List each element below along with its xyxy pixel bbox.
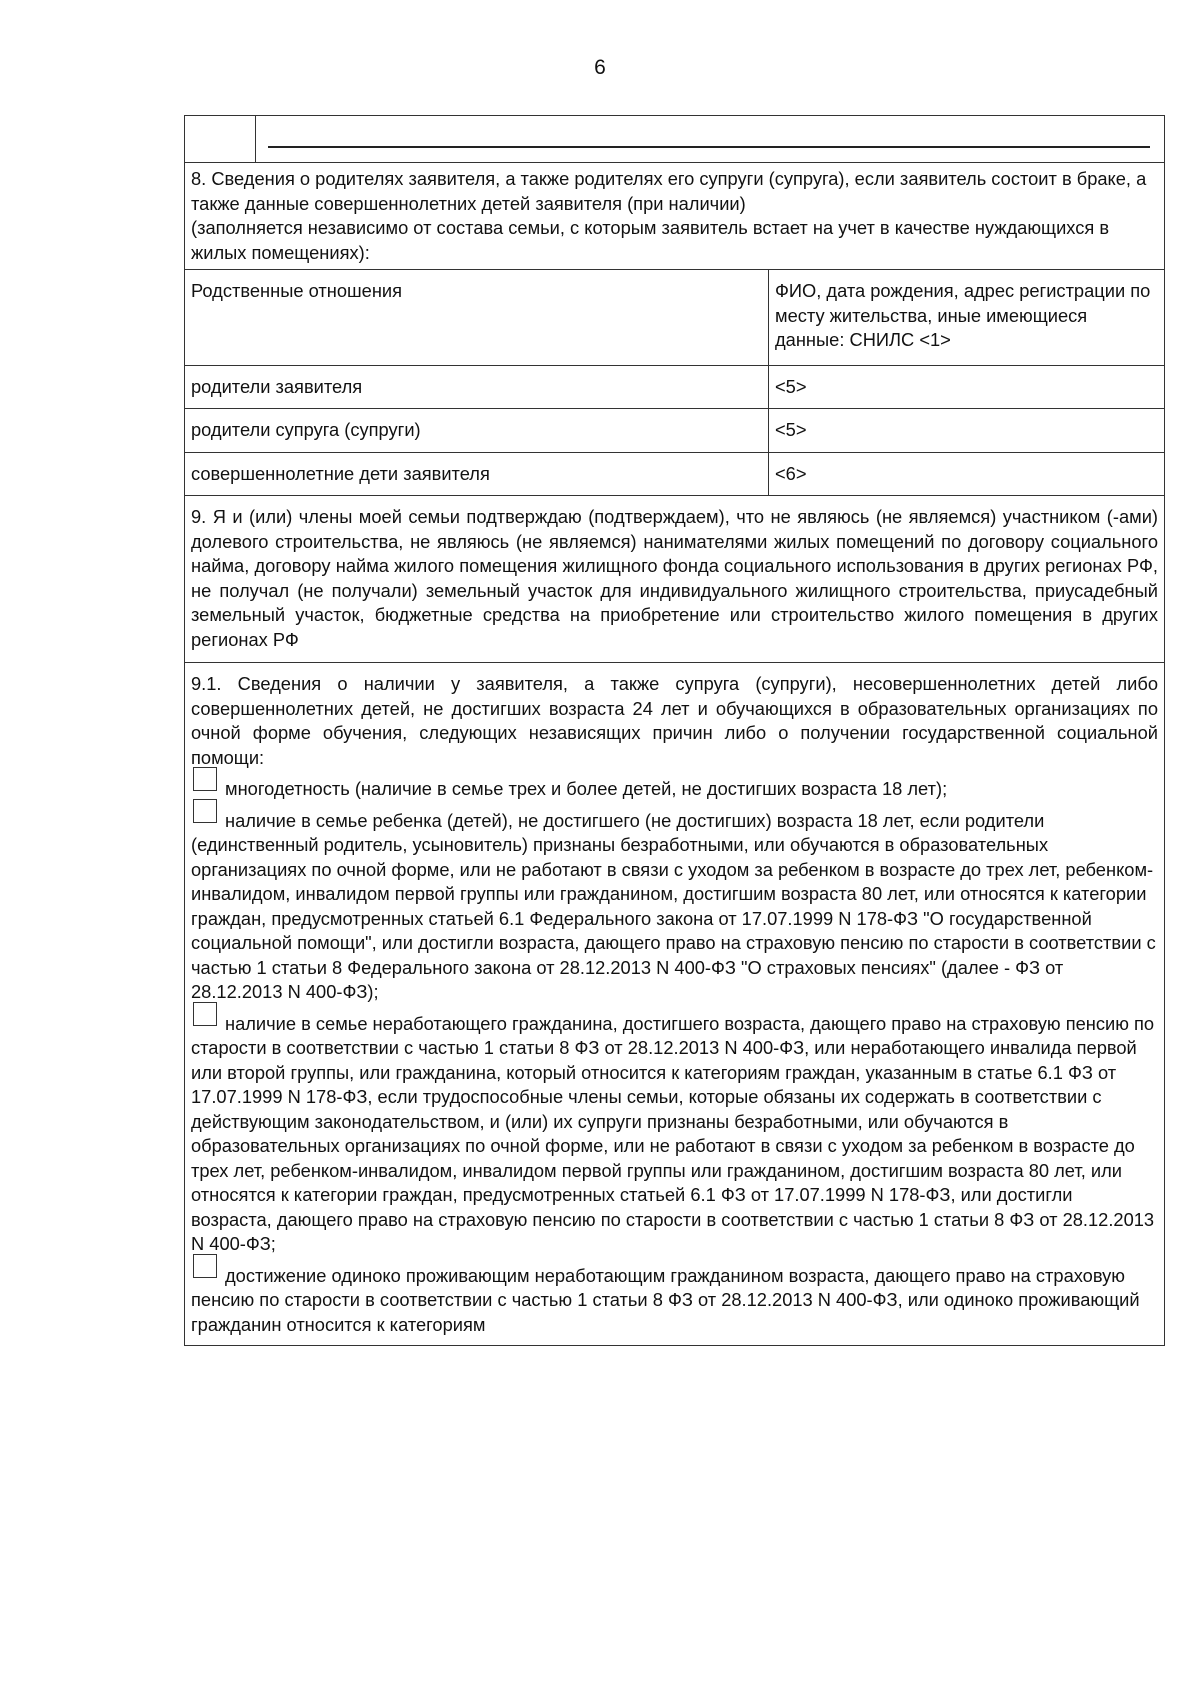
section-9-row	[185, 496, 1165, 663]
option-large-family	[191, 773, 1158, 802]
section-8-header-row	[185, 163, 1165, 270]
relation-row	[185, 452, 1165, 496]
relation-label: родители заявителя	[185, 365, 769, 409]
option-non-working-citizen	[191, 1008, 1158, 1257]
relations-header-left: Родственные отношения	[185, 270, 769, 366]
option-text: достижение одиноко проживающим неработающим гражданином возраста, дающего право на страховую пенсию по старости в соответствии с частью 1 статьи 8 ФЗ от 28.12.2013 N 400-ФЗ, или одиноко проживающий гражданин относится к категориям	[191, 1264, 1140, 1335]
fill-underline	[268, 146, 1150, 148]
section-8-title: 8. Сведения о родителях заявителя, а также родителях его супруги (супруга), если заявитель состоит в браке, а также данные совершеннолетних детей заявителя (при наличии)	[191, 168, 1147, 214]
relation-label: родители супруга (супруги)	[185, 409, 769, 453]
option-text: наличие в семье неработающего гражданина, достигшего возраста, дающего право на страховую пенсию по старости в соответствии с частью 1 статьи 8 ФЗ от 28.12.2013 N 400-ФЗ, или неработающего инвалида первой или второй группы, или гражданина, который относится к категориям граждан, указанным в статье 6.1 ФЗ от 17.07.1999 N 178-ФЗ, если трудоспособные члены семьи, которые обязаны их содержать в соответствии с действующим законодательством, и (или) их супруги признаны безработными, или обучаются в образовательных организациях по очной форме, или не работают в связи с уходом за ребенком в возрасте до трех лет, ребенком-инвалидом, инвалидом первой группы или гражданином, достигшим возраста 80 лет, или относятся к категории граждан, предусмотренных статьей 6.1 ФЗ от 17.07.1999 N 178-ФЗ, или достигли возраста, дающего право на страховую пенсию по старости в соответствии с частью 1 статьи 8 ФЗ от 28.12.2013 N 400-ФЗ;	[191, 1012, 1155, 1254]
blank-signature-row	[185, 116, 1165, 163]
relation-row	[185, 365, 1165, 409]
section-9-cell	[185, 496, 1165, 663]
relation-value-field[interactable]: <5>	[769, 365, 1165, 409]
section-8-note: (заполняется независимо от состава семьи, с которым заявитель встает на учет в качестве нуждающихся в жилых помещениях):	[191, 217, 1110, 263]
option-checkbox[interactable]	[193, 1254, 217, 1278]
page-number: 6	[594, 56, 606, 79]
option-checkbox[interactable]	[193, 767, 217, 791]
application-form-table	[184, 115, 1165, 1346]
option-child-parents-unemployed	[191, 805, 1158, 1005]
option-text: многодетность (наличие в семье трех и более детей, не достигших возраста 18 лет);	[225, 778, 948, 799]
relation-value-field[interactable]: <5>	[769, 409, 1165, 453]
section-9-1-cell	[185, 663, 1165, 1346]
section-9-1-row	[185, 663, 1165, 1346]
relation-label: совершеннолетние дети заявителя	[185, 452, 769, 496]
section-8-cell	[185, 163, 1165, 270]
section-9-text: 9. Я и (или) члены моей семьи подтверждаю (подтверждаем), что не являюсь (не являемся) участником (-ами) долевого строительства, не являюсь (не являемся) нанимателями жилых помещений по договору социального найма, договору найма жилого помещения жилищного фонда социального использования в других регионах РФ, не получал (не получали) земельный участок для индивидуального жилищного строительства, приусадебный земельный участок, бюджетные средства на приобретение или строительство жилого помещения в других регионах РФ	[191, 506, 1158, 650]
fill-line-cell[interactable]	[256, 116, 1165, 163]
option-single-pensioner	[191, 1260, 1158, 1338]
blank-cell	[185, 116, 256, 163]
section-9-1-intro: 9.1. Сведения о наличии у заявителя, а также супруга (супруги), несовершеннолетних детей либо совершеннолетних детей, не достигших возраста 24 лет и обучающихся в образовательных организациях по очной форме обучения, следующих независящих причин либо о получении государственной социальной помощи:	[191, 673, 1158, 768]
option-checkbox[interactable]	[193, 799, 217, 823]
option-checkbox[interactable]	[193, 1002, 217, 1026]
relations-header-row	[185, 270, 1165, 366]
relations-header-right: ФИО, дата рождения, адрес регистрации по месту жительства, иные имеющиеся данные: СНИЛС <1>	[769, 270, 1165, 366]
relation-value-field[interactable]: <6>	[769, 452, 1165, 496]
option-text: наличие в семье ребенка (детей), не достигшего (не достигших) возраста 18 лет, если родители (единственный родитель, усыновитель) признаны безработными, или обучаются в образовательных организациях по очной форме, или не работают в связи с уходом за ребенком в возрасте до трех лет, ребенком-инвалидом, инвалидом первой группы или гражданином, достигшим возраста 80 лет, или относятся к категории граждан, предусмотренных статьей 6.1 Федерального закона от 17.07.1999 N 178-ФЗ "О государственной социальной помощи", или достигли возраста, дающего право на страховую пенсию по старости в соответствии с частью 1 статьи 8 Федерального закона от 28.12.2013 N 400-ФЗ "О страховых пенсиях" (далее - ФЗ от 28.12.2013 N 400-ФЗ);	[191, 809, 1156, 1002]
relation-row	[185, 409, 1165, 453]
